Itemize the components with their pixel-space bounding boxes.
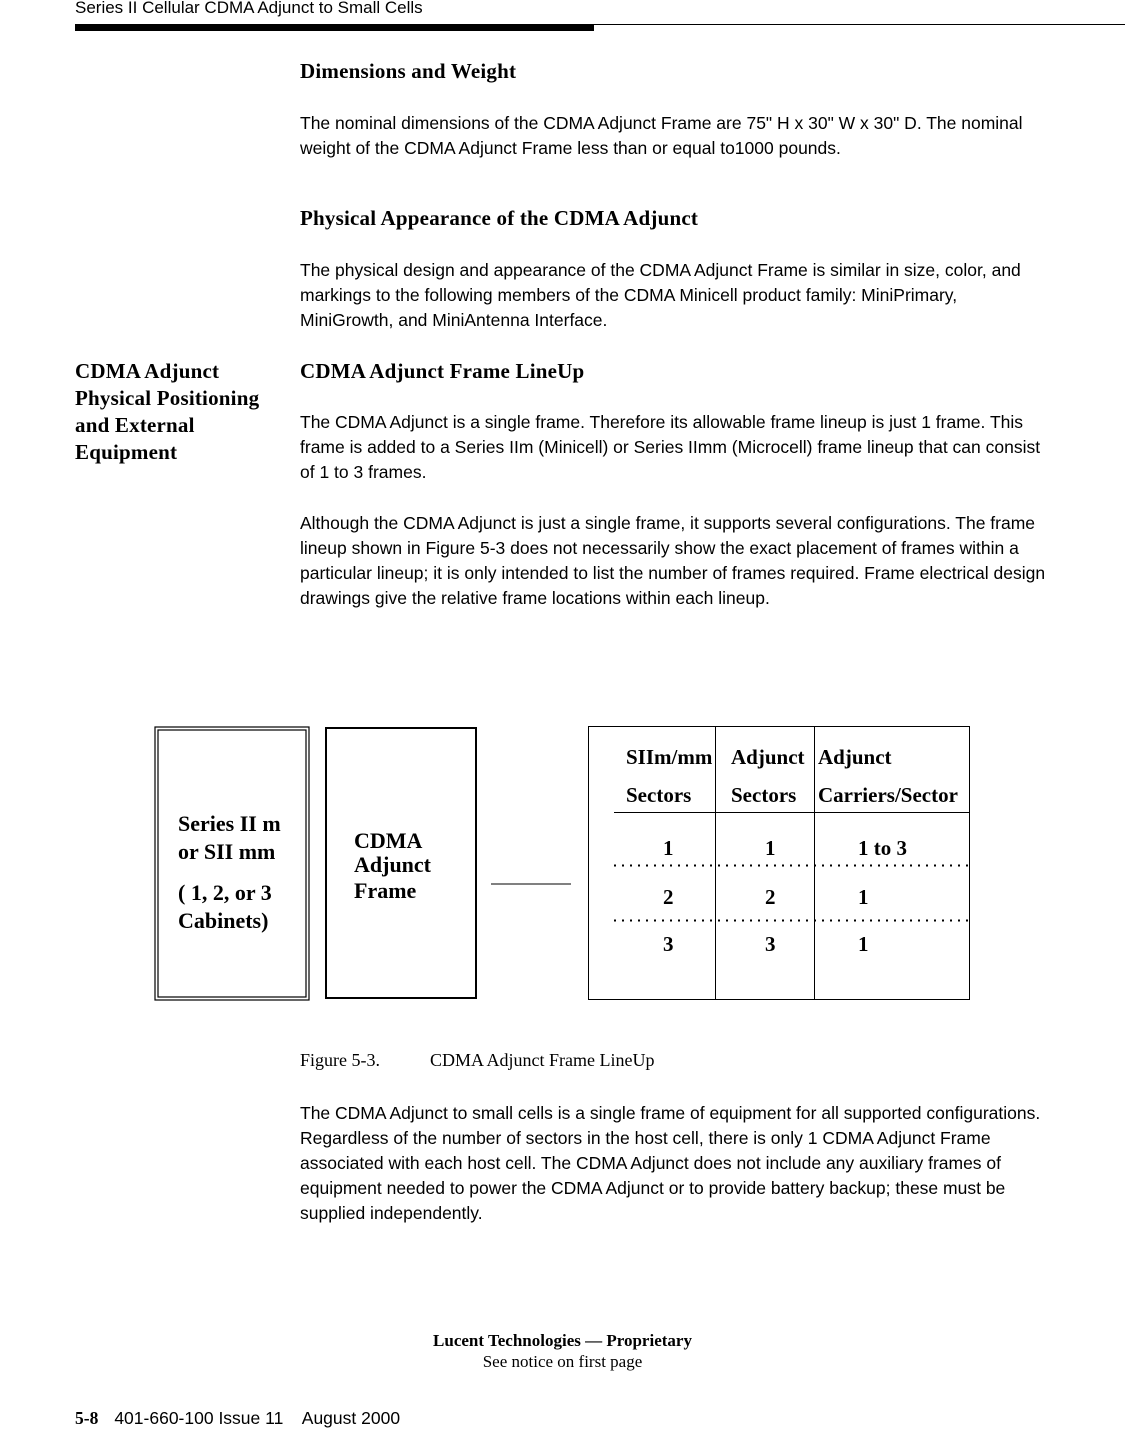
- section-heading-lineup: CDMA Adjunct Frame LineUp: [300, 359, 585, 383]
- section-heading-appearance: Physical Appearance of the CDMA Adjunct: [300, 206, 699, 230]
- config-table-border: [589, 727, 970, 1000]
- side-heading-positioning: CDMA Adjunct Physical Positioning and External Equipment: [75, 359, 260, 464]
- page-number: 5-8: [75, 1408, 99, 1428]
- table-cell: 2: [663, 885, 674, 909]
- paragraph-dimensions: The nominal dimensions of the CDMA Adjunct Frame are 75" H x 30" W x 30" D. The nominal weight of the CDMA Adjunct Frame less than or equal to1000 pounds.: [300, 113, 1023, 158]
- paragraph-lineup-2: Although the CDMA Adjunct is just a single frame, it supports several configurations. The frame lineup shown in Figure 5-3 does not necessarily show the exact placement of frames within a particular lineup; it is only intended to list the number of frames required. Frame electrical design drawings give the relative frame locations within each lineup.: [300, 513, 1046, 608]
- footer-notice: See notice on first page: [482, 1352, 643, 1371]
- series-box-line-4: Cabinets): [178, 908, 269, 933]
- table-header-siimmm-bottom: Sectors: [626, 783, 692, 807]
- adjunct-box-line-2: Adjunct: [354, 852, 432, 877]
- table-header-adjunct-sectors-bottom: Sectors: [731, 783, 797, 807]
- header-rule-bar: [75, 24, 594, 31]
- table-cell: 2: [765, 885, 776, 909]
- footer-page-info: [75, 1408, 400, 1429]
- paragraph-lineup-1: The CDMA Adjunct is a single frame. Therefore its allowable frame lineup is just 1 frame. This frame is added to a Series IIm (Minicell) or Series IImm (Microcell) frame lineup that can consist of 1 to 3 frames.: [300, 412, 1041, 482]
- adjunct-box: [326, 728, 476, 998]
- table-header-siimmm-top: SIIm/mm: [626, 745, 713, 769]
- table-cell: 3: [663, 932, 674, 956]
- table-cell: 1: [663, 836, 674, 860]
- series-box-inner: [158, 730, 306, 997]
- footer-company: Lucent Technologies — Proprietary: [433, 1331, 692, 1350]
- table-header-adjunct-sectors-top: Adjunct: [731, 745, 805, 769]
- series-box-outer: [155, 727, 309, 1000]
- series-box-line-1: Series II m: [178, 811, 281, 836]
- running-header: Series II Cellular CDMA Adjunct to Small Cells: [75, 0, 423, 17]
- section-heading-dimensions: Dimensions and Weight: [300, 59, 517, 83]
- table-cell: 1: [858, 885, 869, 909]
- paragraph-after-figure: The CDMA Adjunct to small cells is a single frame of equipment for all supported configurations. Regardless of the number of sectors in the host cell, there is only 1 CDMA Adjunct Frame associated with each host cell. The CDMA Adjunct does not include any auxiliary frames of equipment needed to power the CDMA Adjunct or to provide battery backup; these must be supplied independently.: [300, 1103, 1041, 1223]
- figure-caption-label: Figure 5-3.: [300, 1050, 380, 1070]
- table-cell: 3: [765, 932, 776, 956]
- table-cell: 1: [858, 932, 869, 956]
- table-cell: 1 to 3: [858, 836, 907, 860]
- figure-caption-title: CDMA Adjunct Frame LineUp: [430, 1050, 655, 1070]
- adjunct-box-line-3: Frame: [354, 878, 417, 903]
- adjunct-box-line-1: CDMA: [354, 828, 423, 853]
- paragraph-appearance: The physical design and appearance of the CDMA Adjunct Frame is similar in size, color, and markings to the following members of the CDMA Minicell product family: MiniPrimary, MiniGrowth, and MiniAntenna Interface.: [300, 260, 1021, 330]
- series-box-line-3: ( 1, 2, or 3: [178, 880, 272, 905]
- table-header-adjunct-carriers-top: Adjunct: [818, 745, 892, 769]
- table-header-adjunct-carriers-bottom: Carriers/Sector: [818, 783, 958, 807]
- table-cell: 1: [765, 836, 776, 860]
- series-box-line-2: or SII mm: [178, 839, 276, 864]
- footer-doc-info: 401-660-100 Issue 11 August 2000: [114, 1408, 401, 1428]
